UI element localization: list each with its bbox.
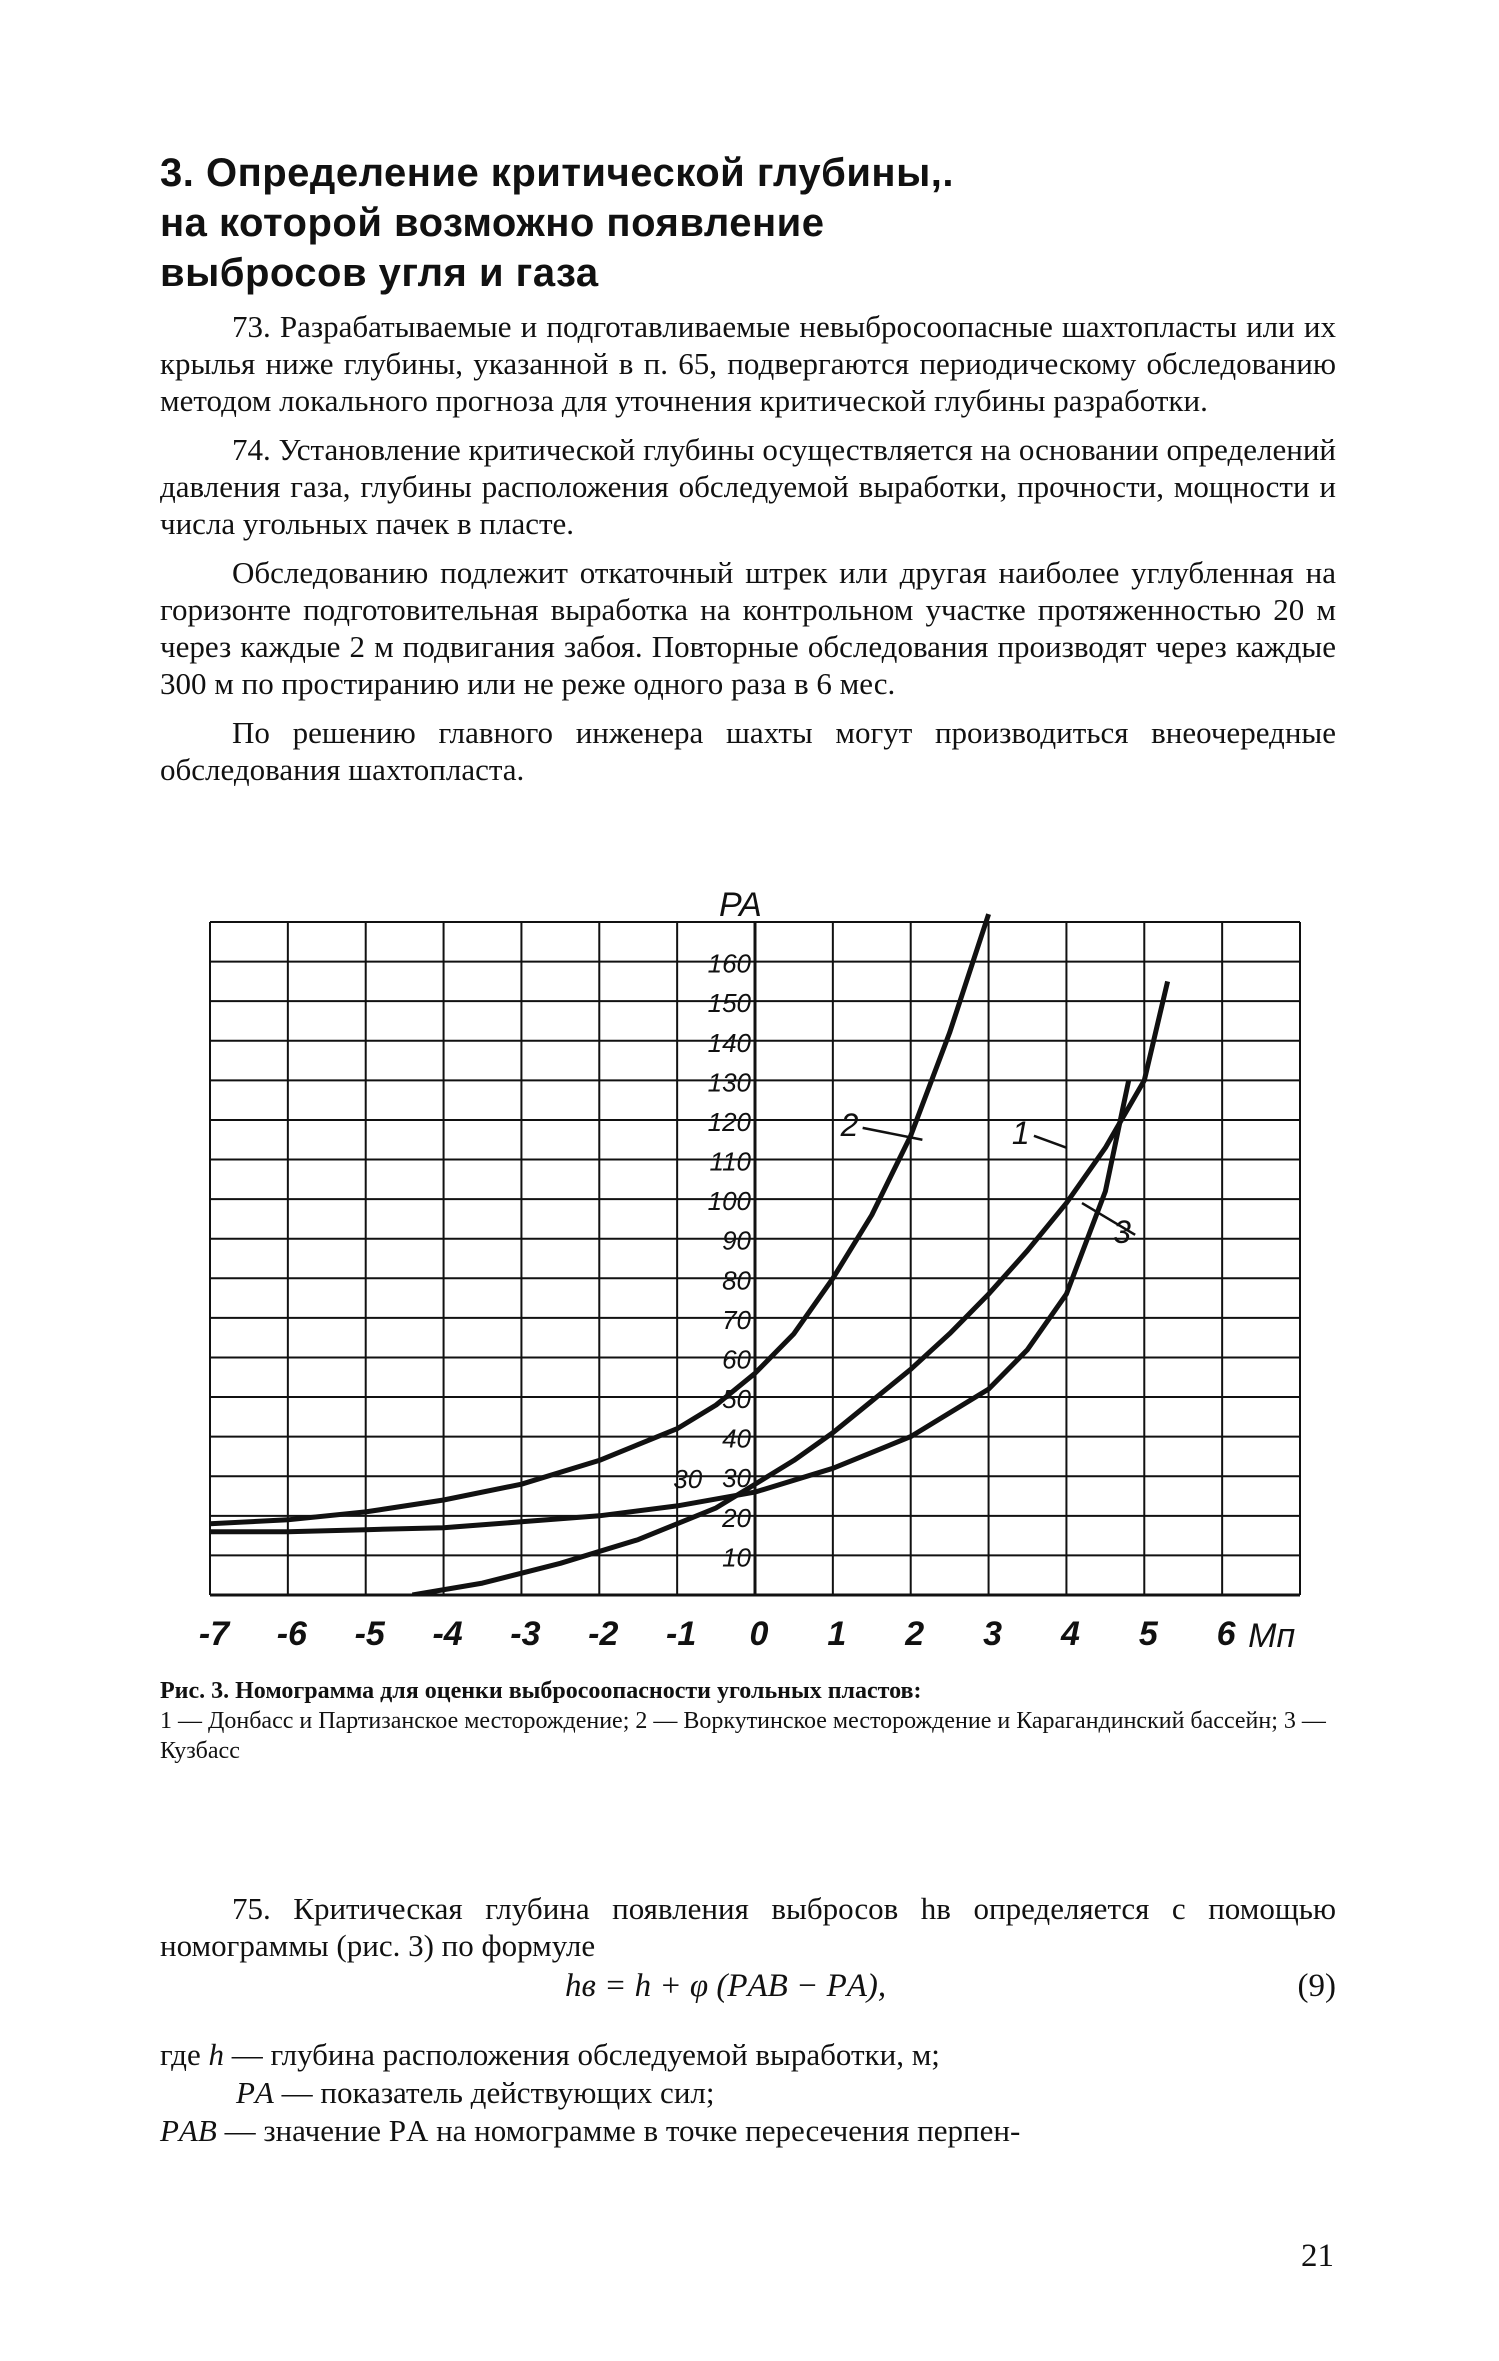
page-number: 21: [1301, 2238, 1334, 2274]
body-text-block: [160, 308, 1336, 800]
definition-h: [160, 2036, 1336, 2074]
definition-text: — значение PА на номограмме в точке пересечения перпен-: [216, 2113, 1021, 2148]
x-tick-label: 6: [1216, 1615, 1236, 1653]
definitions-list: [160, 2036, 1336, 2150]
nomogram-chart: [175, 880, 1325, 1660]
annotation-30: 30: [673, 1464, 703, 1495]
x-tick-label: 5: [1138, 1615, 1158, 1653]
y-tick-label: 60: [722, 1344, 751, 1375]
caption-legend-text: 1 — Донбасс и Партизанское месторождение; 2 — Воркутинское месторождение и Карагандинский бассейн; 3 — Кузбасс: [160, 1708, 1326, 1764]
section-heading: [160, 148, 1060, 298]
paragraph-chief-engineer: По решению главного инженера шахты могут производиться внеочередные обследования шахтопласта.: [160, 715, 1336, 787]
heading-line-1: 3. Определение критической глубины,.: [160, 151, 954, 195]
x-tick-label: 2: [905, 1615, 925, 1653]
y-tick-label: 80: [722, 1265, 751, 1296]
curve-leader-line: [1034, 1136, 1067, 1148]
x-tick-label: -2: [588, 1615, 619, 1653]
paragraph-75-block: [160, 1890, 1336, 1976]
y-tick-label: 160: [707, 948, 751, 979]
figure-caption: [160, 1676, 1336, 1766]
y-tick-label: 20: [722, 1502, 751, 1533]
definition-text: — глубина расположения обследуемой выработки, м;: [223, 2037, 940, 2072]
x-tick-label: -7: [198, 1615, 230, 1653]
y-tick-label: 90: [722, 1225, 751, 1256]
y-tick-label: 130: [707, 1067, 751, 1098]
y-tick-label: 110: [709, 1146, 751, 1177]
formula-expression: hв = h + φ (PАВ − PА),: [565, 1968, 887, 2004]
y-tick-label: 150: [707, 988, 751, 1019]
x-tick-label: 1: [827, 1615, 847, 1653]
definition-text: — показатель действующих сил;: [273, 2075, 715, 2110]
x-tick-label: 0: [749, 1615, 769, 1653]
x-tick-label: 4: [1060, 1615, 1080, 1653]
curve-label: 3: [1113, 1213, 1131, 1250]
y-tick-label: 100: [707, 1186, 751, 1217]
y-tick-label: 120: [707, 1106, 751, 1137]
y-tick-label: 40: [722, 1423, 751, 1454]
y-tick-label: 50: [722, 1384, 751, 1415]
x-tick-label: 3: [983, 1615, 1003, 1653]
y-tick-label: 140: [707, 1027, 751, 1058]
definition-pav: [160, 2112, 1336, 2150]
definition-lead: где: [160, 2037, 209, 2072]
x-tick-label: -6: [276, 1615, 307, 1653]
curve-label: 2: [840, 1106, 859, 1143]
x-tick-label: -3: [510, 1615, 541, 1653]
heading-line-2: на которой возможно появление: [160, 201, 825, 245]
curve-label: 1: [1011, 1114, 1030, 1151]
x-tick-label: -1: [666, 1615, 697, 1653]
definition-symbol: PА: [236, 2075, 274, 2110]
paragraph-75: 75. Критическая глубина появления выбросов hв определяется с помощью номограммы (рис. 3) по формуле: [160, 1891, 1336, 1963]
x-tick-label: -5: [354, 1615, 385, 1653]
curve-series-1: [412, 981, 1167, 1595]
formula-9: [160, 1968, 1336, 2012]
definition-pa: [160, 2074, 1336, 2112]
y-axis-label: PA: [719, 886, 762, 924]
y-tick-label: 70: [722, 1304, 751, 1335]
definition-symbol: PАВ: [160, 2113, 217, 2148]
y-tick-label: 10: [722, 1542, 751, 1573]
heading-line-3: выбросов угля и газа: [160, 251, 599, 295]
x-axis-label: Mп: [1248, 1617, 1296, 1655]
caption-title: Рис. 3. Номограмма для оценки выбросоопасности угольных пластов:: [160, 1678, 922, 1704]
y-tick-label: 30: [722, 1463, 751, 1494]
definition-symbol: h: [208, 2037, 224, 2072]
paragraph-74: 74. Установление критической глубины осуществляется на основании определений давления газа, глубины расположения обследуемой выработки, прочности, мощности и числа угольных пачек в пласте.: [160, 432, 1336, 541]
paragraph-73: 73. Разрабатываемые и подготавливаемые невыбросоопасные шахтопласты или их крылья ниже глубины, указанной в п. 65, подвергаются периодическому обследованию методом локального прогноза для уточнения критической глубины разработки.: [160, 309, 1336, 418]
curve-series-3: [210, 1080, 1129, 1531]
paragraph-inspection: Обследованию подлежит откаточный штрек или другая наиболее углубленная на горизонте подготовительная выработка на контрольном участке протяженностью 20 м через каждые 2 м подвигания забоя. Повторные обследования производят через каждые 300 м по простиранию или не реже одного раза в 6 мес.: [160, 555, 1336, 701]
formula-number: (9): [1297, 1968, 1336, 2004]
x-tick-label: -4: [432, 1615, 463, 1653]
